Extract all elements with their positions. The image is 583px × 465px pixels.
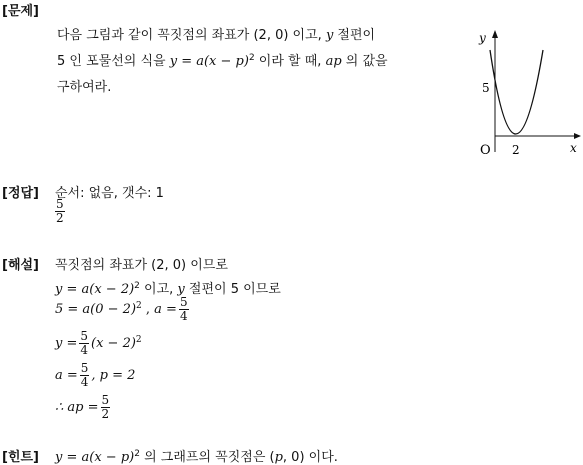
- solution-text: 이고,: [139, 282, 178, 297]
- parabola-graph: [470, 28, 582, 156]
- problem-header: [문제]: [2, 4, 39, 19]
- fraction-denominator: 2: [101, 407, 110, 421]
- origin-label: O: [480, 143, 491, 156]
- answer-header: [정답]: [2, 186, 39, 201]
- x-axis-arrow: [574, 133, 581, 139]
- math-expression: , p = 2: [91, 368, 136, 383]
- solution-line-2: [55, 278, 281, 297]
- fraction-denominator: 4: [80, 375, 89, 389]
- y-axis-arrow: [492, 30, 498, 38]
- math-expression: (x − 2): [91, 336, 136, 351]
- exponent: 2: [134, 281, 140, 291]
- solution-text: 절편이 5 이므로: [184, 282, 281, 297]
- exponent: 2: [248, 53, 255, 63]
- problem-line-3: 구하여라.: [57, 80, 112, 95]
- math-expression: y =: [55, 336, 78, 351]
- math-expression: a =: [55, 368, 78, 383]
- problem-text: 의 값을: [341, 54, 388, 69]
- math-var: p: [274, 450, 283, 465]
- hint-line: [55, 446, 338, 465]
- math-expression: ∴ ap =: [55, 400, 99, 415]
- solution-line-6: [55, 394, 112, 421]
- y-intercept-label: 5: [482, 81, 490, 95]
- problem-text: 절편이: [333, 28, 376, 43]
- hint-header: [힌트]: [2, 450, 39, 465]
- problem-line-2: [57, 50, 388, 69]
- fraction-denominator: 4: [80, 343, 89, 357]
- x-axis-label: x: [570, 141, 577, 155]
- problem-text: 다음 그림과 같이 꼭짓점의 좌표가 (2, 0) 이고,: [57, 28, 326, 43]
- fraction-denominator: 2: [56, 211, 64, 225]
- math-expression: 5 = a(0 − 2): [55, 302, 137, 317]
- answer-order-count: 순서: 없음, 갯수: 1: [55, 186, 164, 201]
- fraction-numerator: 5: [179, 295, 188, 309]
- parabola-curve: [490, 50, 543, 134]
- solution-line-3: [55, 296, 191, 323]
- math-var: ap: [325, 54, 342, 69]
- fraction-numerator: 5: [56, 197, 64, 211]
- math-expression: y = a(x − p): [55, 450, 135, 465]
- hint-text: 의 그래프의 꼭짓점은 (: [139, 450, 275, 465]
- answer-fraction: [53, 198, 67, 225]
- solution-header: [해설]: [2, 258, 39, 273]
- problem-text: 이라 할 때,: [254, 54, 326, 69]
- solution-line-5: [55, 362, 135, 389]
- math-expression: y = a(x − p): [169, 54, 249, 69]
- solution-text: ,: [141, 302, 155, 317]
- exponent: 2: [135, 335, 142, 345]
- fraction-numerator: 5: [101, 393, 110, 407]
- vertex-x-label: 2: [512, 143, 520, 156]
- hint-text: , 0) 이다.: [282, 450, 338, 465]
- exponent: 2: [136, 301, 142, 311]
- problem-text: 5 인 포물선의 식을: [57, 54, 170, 69]
- fraction-numerator: 5: [80, 361, 89, 375]
- exponent: 2: [134, 449, 140, 459]
- y-axis-label: y: [479, 31, 486, 45]
- problem-line-1: [57, 24, 375, 43]
- solution-line-4: [55, 330, 142, 357]
- math-expression: a =: [154, 302, 177, 317]
- fraction-denominator: 4: [179, 309, 188, 323]
- math-var: y: [325, 28, 334, 43]
- math-expression: y = a(x − 2): [55, 282, 135, 297]
- solution-line-1: 꼭짓점의 좌표가 (2, 0) 이므로: [55, 258, 228, 273]
- fraction-numerator: 5: [80, 329, 89, 343]
- math-var: y: [177, 282, 185, 297]
